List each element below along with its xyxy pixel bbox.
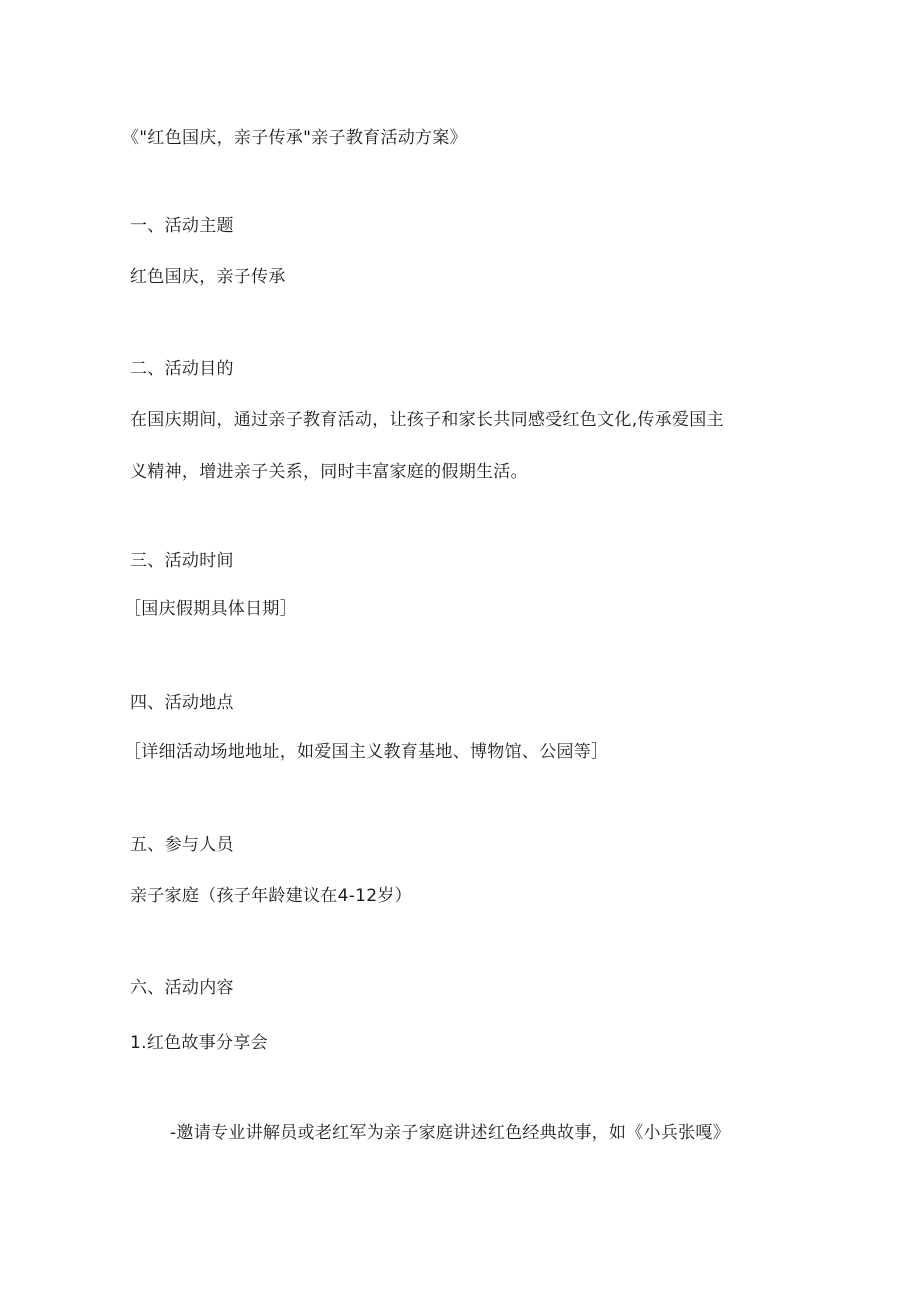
section-heading-purpose: 二、活动目的: [130, 359, 234, 379]
section-heading-location: 四、活动地点: [130, 693, 234, 713]
section-text-purpose-line-2: 义精神，增进亲子关系，同时丰富家庭的假期生活。: [130, 462, 528, 482]
section-heading-theme: 一、活动主题: [130, 216, 234, 236]
content-item-detail: -邀请专业讲解员或老红军为亲子家庭讲述红色经典故事，如《小兵张嘎》: [170, 1123, 731, 1143]
section-text-location: ［详细活动场地地址，如爱国主义教育基地、博物馆、公园等］: [124, 742, 609, 762]
section-heading-content: 六、活动内容: [130, 978, 234, 998]
section-text-purpose-line-1: 在国庆期间，通过亲子教育活动，让孩子和家长共同感受红色文化,传承爱国主: [130, 410, 724, 430]
content-item-title: 1.红色故事分享会: [130, 1033, 268, 1053]
section-text-time: ［国庆假期具体日期］: [124, 599, 297, 619]
document-title: 《"红色国庆，亲子传承"亲子教育活动方案》: [122, 128, 467, 148]
section-heading-time: 三、活动时间: [130, 551, 234, 571]
section-text-theme: 红色国庆，亲子传承: [130, 267, 286, 287]
section-text-participants: 亲子家庭（孩子年龄建议在4-12岁）: [130, 886, 412, 906]
section-heading-participants: 五、参与人员: [130, 835, 234, 855]
